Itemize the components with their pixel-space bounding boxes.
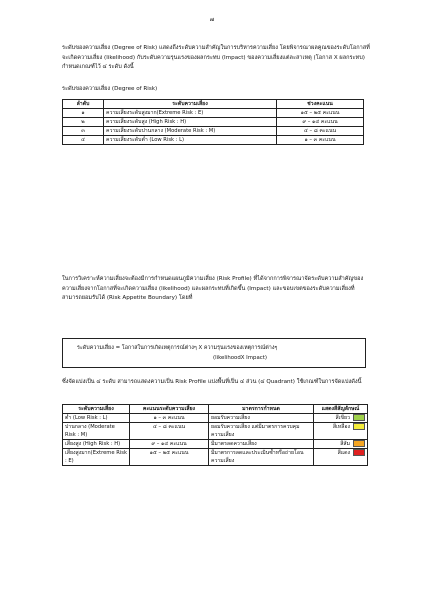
row-level: ต่ำ (Low Risk : L) — [63, 414, 130, 423]
row-score: ๑ – ๓ คะแนน — [130, 414, 209, 423]
header-order: ลำดับ — [63, 100, 104, 109]
row-color-symbol — [314, 414, 368, 423]
row-score-range: ๑ – ๓ คะแนน — [277, 136, 364, 145]
table-row — [63, 136, 364, 145]
row-order: ๒ — [63, 118, 104, 127]
row-risk-level: ความเสี่ยงระดับต่ำ (Low Risk : L) — [104, 136, 277, 145]
header-color-symbol: แสดงสีสัญลักษณ์ — [314, 405, 368, 414]
row-risk-level: ความเสี่ยงระดับสูง (High Risk : H) — [104, 118, 277, 127]
row-color-symbol — [314, 423, 368, 440]
quadrant-paragraph: ซึ่งจัดแบ่งเป็น ๔ ระดับ สามารถแสดงความเป็น Risk Profile แบ่งพื้นที่เป็น ๔ ส่วน (๔ Quadrant) ใช้เกณฑ์ในการจัดแบ่งดังนี้ — [62, 379, 362, 385]
header-score-range: ช่วงคะแนน — [277, 100, 364, 109]
row-score: ๔ – ๘ คะแนน — [130, 423, 209, 440]
table-row — [63, 423, 368, 440]
table-row — [63, 440, 368, 449]
header-score: คะแนนระดับความเสี่ยง — [130, 405, 209, 414]
row-risk-level: ความเสี่ยงระดับสูงมาก(Extreme Risk : E) — [104, 109, 277, 118]
row-level: เสี่ยงสูงมาก(Extreme Risk : E) — [63, 449, 130, 466]
formula-line-1: ระดับความเสี่ยง = โอกาสในการเกิดเหตุการณ์ต่างๆ X ความรุนแรงของเหตุการณ์ต่างๆ — [77, 345, 278, 351]
color-label: สีแดง — [337, 450, 350, 456]
header-risk-level: ระดับความเสี่ยง — [104, 100, 277, 109]
page-number: ๗ — [209, 16, 215, 23]
color-swatch — [353, 449, 365, 456]
row-score-range: ๙ – ๑๔ คะแนน — [277, 118, 364, 127]
row-score: ๙ – ๑๔ คะแนน — [130, 440, 209, 449]
table-row — [63, 118, 364, 127]
row-score: ๑๕ – ๒๕ คะแนน — [130, 449, 209, 466]
row-score-range: ๑๕ – ๒๕ คะแนน — [277, 109, 364, 118]
table-row — [63, 414, 368, 423]
color-swatch — [353, 423, 365, 430]
table-row — [63, 449, 368, 466]
row-level: ปานกลาง (Moderate Risk : M) — [63, 423, 130, 440]
risk-formula-box — [62, 338, 366, 368]
row-measure: ยอมรับความเสี่ยง — [209, 414, 314, 423]
row-measure: มีมาตรการลดและประเมินซ้ำหรือถ่ายโอนความเสี่ยง — [209, 449, 314, 466]
color-label: สีส้ม — [340, 441, 350, 447]
row-measure: มีมาตรลดความเสี่ยง — [209, 440, 314, 449]
table-row — [63, 109, 364, 118]
row-level: เสี่ยงสูง (High Risk : H) — [63, 440, 130, 449]
row-risk-level: ความเสี่ยงระดับปานกลาง (Moderate Risk : M) — [104, 127, 277, 136]
color-label: สีเขียว — [335, 415, 350, 421]
color-swatch — [353, 414, 365, 421]
row-color-symbol — [314, 440, 368, 449]
row-color-symbol — [314, 449, 368, 466]
row-score-range: ๔ – ๘ คะแนน — [277, 127, 364, 136]
row-order: ๑ — [63, 109, 104, 118]
table-header-row — [63, 405, 368, 414]
header-risk-level: ระดับความเสี่ยง — [63, 405, 130, 414]
degree-of-risk-table — [62, 99, 364, 145]
intro-paragraph: ระดับของความเสี่ยง (Degree of Risk) แสดงถึงระดับความสำคัญในการบริหารความเสี่ยง โดยพิจารณาผลคูณของระดับโอกาสที่จะเกิดความเสี่ยง (likelihood) กับระดับความรุนแรงของผลกระทบ (Impact) ของความเสี่ยงแต่ละสาเหตุ (โอกาส X ผลกระทบ) กำหนดเกณฑ์ไว้ ๔ ระดับ ดังนี้ — [62, 45, 370, 70]
row-measure: ยอมรับความเสี่ยง แต่มีมาตรการควบคุมความเสี่ยง — [209, 423, 314, 440]
table-row — [63, 127, 364, 136]
color-label: สีเหลือง — [332, 424, 350, 430]
formula-line-2: (likelihoodX Impact) — [213, 355, 267, 361]
row-order: ๔ — [63, 136, 104, 145]
row-order: ๓ — [63, 127, 104, 136]
table1-title: ระดับของความเสี่ยง (Degree of Risk) — [62, 86, 158, 92]
header-measure: มาตรการกำหนด — [209, 405, 314, 414]
table-header-row — [63, 100, 364, 109]
color-swatch — [353, 440, 365, 447]
risk-profile-paragraph: ในการวิเคราะห์ความเสี่ยงจะต้องมีการกำหนดแผนภูมิความเสี่ยง (Risk Profile) ที่ได้จากการพิจารณาจัดระดับความสำคัญของความเสี่ยงจากโอกาสที่จะเกิดความเสี่ยง (likelihood) และผลกระทบที่เกิดขึ้น (Impact) และขอบเขตของระดับความเสี่ยงที่สามารถยอมรับได้ (Risk Appetite Boundary) โดยที่ — [62, 276, 364, 301]
risk-criteria-table — [62, 404, 368, 466]
